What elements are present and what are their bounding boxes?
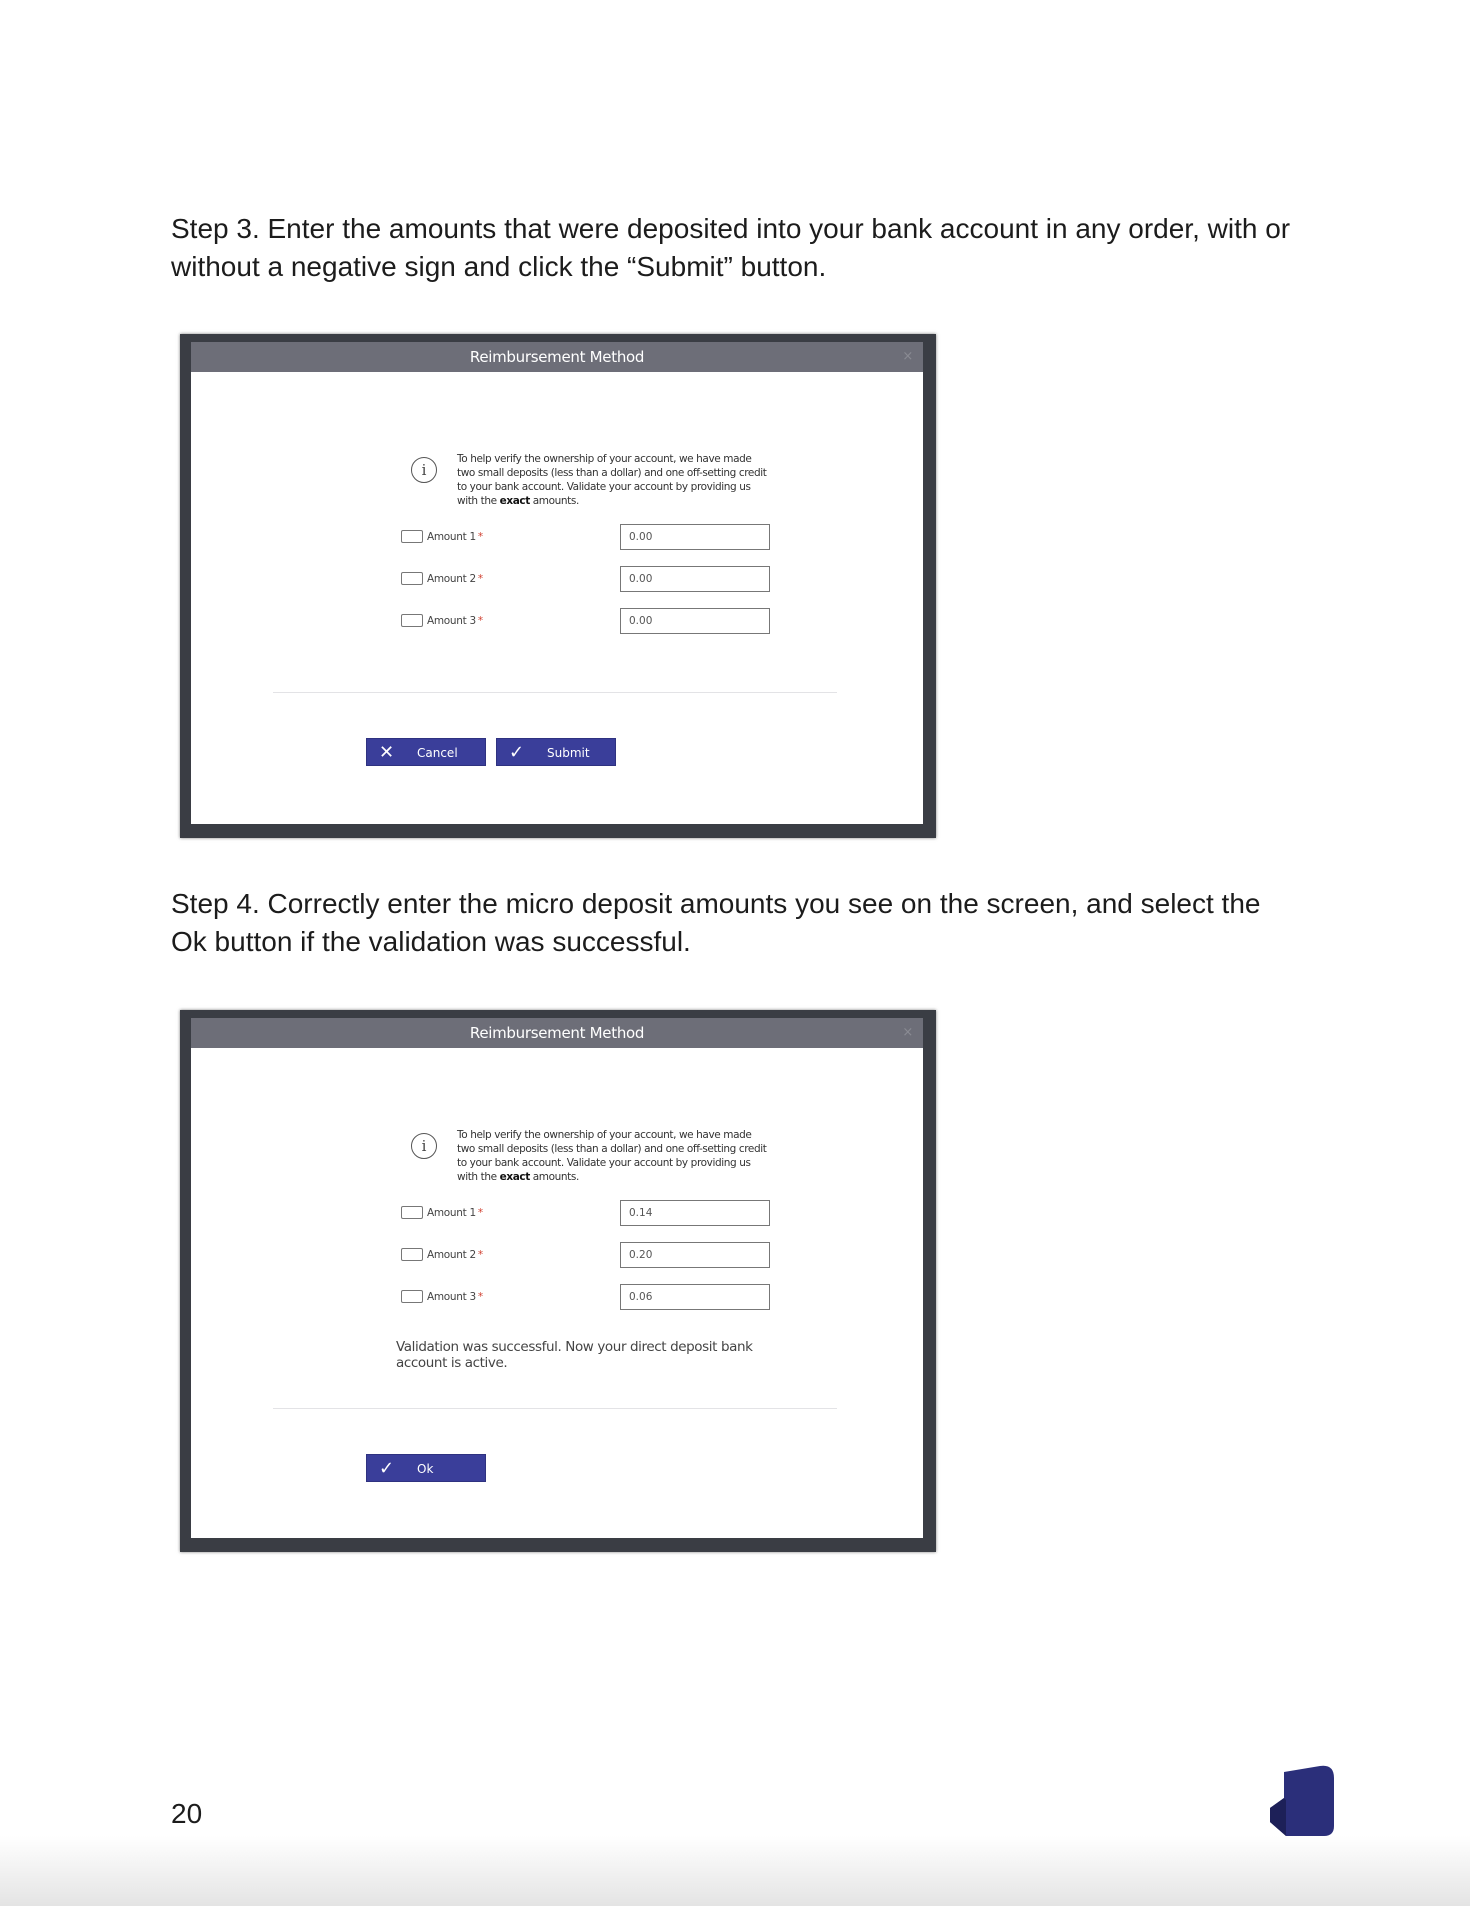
card-icon	[401, 530, 423, 543]
submit-button-label: Submit	[547, 746, 590, 760]
ok-button-label: Ok	[417, 1462, 434, 1476]
page-number: 20	[171, 1798, 203, 1829]
amount-3-input[interactable]: 0.00	[620, 608, 770, 634]
required-mark: *	[477, 573, 483, 585]
reimbursement-dialog	[191, 342, 923, 824]
amount-2-input[interactable]: 0.00	[620, 566, 770, 592]
validation-success-message: Validation was successful. Now your direct deposit bank account is active.	[396, 1339, 753, 1371]
dialog-title	[191, 342, 923, 372]
info-text	[457, 452, 767, 508]
logo-shade	[1270, 1798, 1286, 1836]
cancel-button[interactable]	[366, 738, 486, 766]
card-icon	[401, 1290, 423, 1303]
card-icon	[401, 572, 423, 585]
check-icon: ✓	[379, 1458, 395, 1479]
required-mark: *	[477, 1207, 483, 1219]
dialog-title-text: Reimbursement Method	[469, 348, 645, 366]
required-mark: *	[477, 615, 483, 627]
brand-logo	[1262, 1764, 1336, 1838]
cancel-button-label: Cancel	[417, 746, 458, 760]
step-4-instructions: Step 4. Correctly enter the micro deposit amounts you see on the screen, and select the Ok button if the validation was successful.	[171, 888, 1261, 957]
info-text-end: amounts.	[529, 1171, 579, 1183]
required-mark: *	[477, 531, 483, 543]
screenshot-step-4	[180, 1010, 936, 1552]
amount-1-input[interactable]: 0.00	[620, 524, 770, 550]
info-text-end: amounts.	[529, 495, 579, 507]
reimbursement-dialog	[191, 1018, 923, 1538]
info-icon: i	[411, 1133, 437, 1159]
close-icon[interactable]: ×	[902, 349, 913, 364]
amount-3-label	[401, 613, 483, 629]
required-mark: *	[477, 1291, 483, 1303]
amount-1-label	[401, 1205, 483, 1221]
amount-2-label	[401, 1247, 483, 1263]
info-text-part: To help verify the ownership of your account, we have made two small deposits (less than a dollar) and one off-setting credit to your bank account. Validate your account by providing us with the	[457, 453, 767, 507]
amount-3-input[interactable]: 0.06	[620, 1284, 770, 1310]
check-icon: ✓	[509, 742, 525, 763]
amount-3-label-text: Amount 3	[427, 1291, 476, 1303]
close-icon: ✕	[379, 742, 395, 763]
amount-3-label-text: Amount 3	[427, 615, 476, 627]
info-icon: i	[411, 457, 437, 483]
close-icon[interactable]: ×	[902, 1025, 913, 1040]
amount-1-label	[401, 529, 483, 545]
dialog-title-text: Reimbursement Method	[469, 1024, 645, 1042]
required-mark: *	[477, 1249, 483, 1261]
divider	[273, 692, 837, 693]
amount-2-label-text: Amount 2	[427, 573, 476, 585]
dialog-title	[191, 1018, 923, 1048]
ok-button[interactable]	[366, 1454, 486, 1482]
amount-1-label-text: Amount 1	[427, 1207, 476, 1219]
amount-2-label-text: Amount 2	[427, 1249, 476, 1261]
amount-3-label	[401, 1289, 483, 1305]
card-icon	[401, 1206, 423, 1219]
info-text-part: To help verify the ownership of your account, we have made two small deposits (less than a dollar) and one off-setting credit to your bank account. Validate your account by providing us with the	[457, 1129, 767, 1183]
card-icon	[401, 614, 423, 627]
info-text	[457, 1128, 767, 1184]
page-bottom-shadow	[0, 1836, 1470, 1906]
step-3-instructions: Step 3. Enter the amounts that were deposited into your bank account in any order, with or without a negative sign and click the “Submit” button.	[171, 213, 1291, 282]
info-text-bold: exact	[499, 495, 530, 507]
screenshot-step-3	[180, 334, 936, 838]
amount-1-input[interactable]: 0.14	[620, 1200, 770, 1226]
card-icon	[401, 1248, 423, 1261]
amount-2-input[interactable]: 0.20	[620, 1242, 770, 1268]
amount-2-label	[401, 571, 483, 587]
submit-button[interactable]	[496, 738, 616, 766]
divider	[273, 1408, 837, 1409]
info-text-bold: exact	[499, 1171, 530, 1183]
amount-1-label-text: Amount 1	[427, 531, 476, 543]
